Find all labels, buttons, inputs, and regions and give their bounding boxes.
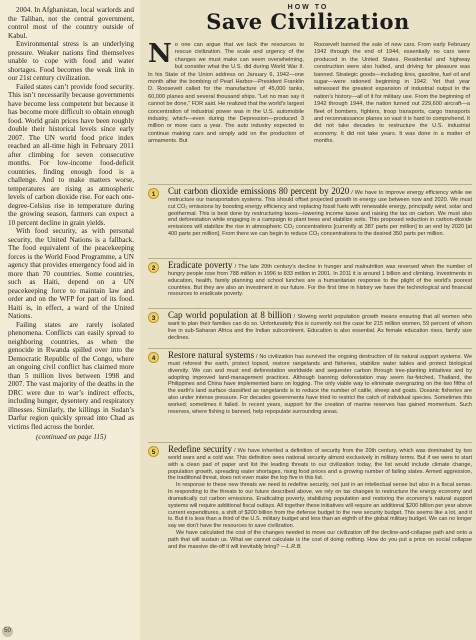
section-number-badge: 1 — [148, 188, 159, 199]
section-number-badge: 3 — [148, 312, 159, 323]
section-heading: Cut carbon dioxide emissions 80 percent by 2020 — [168, 186, 350, 196]
section-text: / The late 20th century’s decline in hunger and malnutrition was reversed when the number of hungry people rose from 788 million in 1996 to 833 million in 2001. In 2011 it is around 1 billion and climbing. Investments in education, health, family planning and school lunches are a humanitarian response to the plight of the world’s poorest countries. But they are also an investment in our future. For the first time in history we have the technological and financial resources to eradicate poverty. — [168, 264, 473, 298]
section-body — [168, 188, 472, 238]
left-paragraph: Failed states can’t provide food security. This isn’t necessarily because governments have become less competent but because it has become more difficult to obtain enough food. World grain prices have been roughly double their historical levels since early 2007. The UN world food price index reached an all-time high in February 2011 after climbing for seven consecutive months. For low-income food-deficit countries, finding enough food is a challenge. And to make matters worse, temperatures are rising as atmospheric levels of carbon dioxide rise. For each one-degree-Celsius rise in temperature during the growing season, farmers can expect a 10 percent decline in grain yields. — [8, 82, 134, 227]
section-text: / No civilization has survived the ongoing destruction of its natural support systems. We must reforest the earth, protect topsoil, restore rangelands and fisheries, stabilize water tables and protect biological diversity. We can and must end deforestation worldwide and sequester carbon through tree-planting initiatives and by adopting improved land-management practices. Although banning deforestation may seem far-fetched, Thailand, the Philippines and China have implemented bans on logging. The only viable way to eliminate overgrazing on the two fifths of the earth’s land surface classified as rangelands is to reduce the number of cattle, sheep and goats. Oceanic fisheries are also under intense pressure. For decades governments have tried to restrict the catch of individual species. Sometimes this worked; sometimes it failed. In recent years, support for the creation of marine reserves has gained momentum. Such reserves, where fishing is banned, help repopulate surrounding areas. — [168, 354, 473, 415]
section-text: In response to these new threats we need to redefine security, not just in an intellectual sense but also in a fiscal sense. In responding to the threats to our future described above, we rely on tax changes to restructure the energy economy and dramatically cut carbon emissions. Eradicating poverty, stabilizing population and restoring the economy’s natural support systems will require additional fiscal outlays. All together these initiatives will require an additional $200 billion per year above current expenditures, a shift of $200 billion from the defense budget to the new security budget. This seems like a lot, and it is. But it is less than a third of the U.S. military budget and less than an eighth of the global military budget. We can no longer say we don’t have the resources to save civilization. — [168, 482, 472, 530]
section-text: / We have to improve energy efficiency while we restructure our transportation systems. This should offset projected growth in energy use between now and 2020. We must cut CO₂ emissions by boosting energy efficiency and replacing fossil fuels with renewable energy, principally wind, solar and geothermal. This is best done by restructuring taxes—lowering income taxes and raising the tax on carbon. We must also end deforestation while engaging in a campaign to plant trees and stabilize soils. This proposed reduction in carbon-dioxide emissions will stabilize the rise in atmospheric CO₂ concentrations [currently at 387 parts per million] to an end by 2020 [at 400 parts per million]. From there we can begin to reduce CO₂ concentrations to the desired 350 parts per million. — [168, 190, 472, 238]
page-number: 50 — [2, 626, 13, 637]
intro-column-1 — [148, 39, 304, 146]
left-article-column — [8, 6, 134, 634]
sidebar-header — [140, 4, 476, 33]
left-paragraph: 2004. In Afghanistan, local warlords and the Taliban, not the central government, control most of the country outside of Kabul. — [8, 6, 134, 40]
section-text: / We have inherited a definition of security from the 20th century, which was dominated by two world wars and a cold war. This definition sees national security almost exclusively in military terms. But if we were to start with a clean pad of paper and list the leading threats to our civilization today, the list would include climate change, population growth, spreading water shortages, rising food prices and a growing number of failing states. Armed aggression, the traditional threat, does not even make the top five in this list. — [168, 448, 472, 482]
intro-text-2: Roosevelt banned the sale of new cars. From early February 1942 through the end of 1944, essentially no cars were produced in the United States. Residential and highway construction were also halted, and driving for pleasure was banned. Strategic goods—including tires, gasoline, fuel oil and sugar—were rationed beginning in 1942. Yet that year witnessed the greatest expansion of industrial output in the nation’s history—all of it for military use. From the beginning of 1942 through 1944, the nation turned out 229,600 aircraft—a fleet of bombers, fighters, troop transports, cargo transports and reconnaissance planes so vast it is hard to comprehend. It did not take decades to restructure the U.S. industrial economy. It did not take years. It was done in a matter of months. — [314, 42, 470, 145]
section-heading: Restore natural systems — [168, 350, 255, 360]
section-divider — [148, 348, 472, 349]
section-text: / Slowing world population growth means ensuring that all women who want to plan their families can do so. Unfortunately this is currently not the case for 215 million women, 59 percent of whom live in sub-Saharan Africa and the Indian subcontinent. Education is also essential. As female education rises, family size declines. — [168, 314, 472, 341]
header-kicker: HOW TO — [287, 4, 329, 11]
section-divider — [148, 308, 472, 309]
section-body — [168, 262, 472, 298]
section-divider — [148, 442, 472, 443]
section-body — [168, 312, 472, 341]
intro-text-1: o one can argue that we lack the resources to rescue civilization. The scale and urgency of the changes we must make can seem overwhelming, but consider what the U.S. did during World War II. In his State of the Union address on January 6, 1942—one month after the bombing of Pearl Harbor—President Franklin D. Roosevelt called for the manufacture of 45,000 tanks, 60,000 planes and several thousand ships. “Let no man say it cannot be done,” FDR said. He realized that the world’s largest concentration of industrial power was in the U.S. automobile industry, which—even during the Depression—produced 3 million or more cars a year. The auto industry expected to continue making cars and simply add on the production of armaments. But — [148, 42, 304, 145]
section-heading: Redefine security — [168, 444, 232, 454]
left-paragraph: Environmental stress is an underlying pressure. Weaker nations find themselves unable to cope with food and water shortages. Food becomes the weak link in our 21st century civilization. — [8, 40, 134, 82]
sidebar-title: Save Civilization — [206, 9, 410, 34]
left-paragraph: With food security, as with personal security, the United Nations is a fallback. The food equivalent of the peacekeeping forces is the World Food Programme, a UN agency that provides emergency food aid in more than 70 countries. Some countries, such as Haiti, depend on a UN peacekeeping force to maintain law and order and on the WFP for part of its food. Haiti is, in effect, a ward of the United Nations. — [8, 227, 134, 320]
left-paragraph: Failing states are rarely isolated phenomena. Conflicts can easily spread to neighboring countries, as when the genocide in Rwanda spilled over into the Democratic Republic of the Congo, where an ongoing civil conflict has claimed more than 5 million lives between 1998 and 2007. The vast majority of the deaths in the DRC were due to war’s indirect effects, including hunger, dysentery and respiratory illnesses. Similarly, the killings in Sudan’s Darfur region quickly spread into Chad as victims fled across the border. — [8, 320, 134, 431]
section-body — [168, 352, 472, 416]
section-text: We have calculated the cost of the changes needed to move our civilization off the decline-and-collapse path and onto a path that will sustain us. What we cannot calculate is the cost of doing nothing. How do you put a price on social collapse and the massive die-off it will inevitably bring? — [168, 530, 472, 550]
section-number-badge: 4 — [148, 352, 159, 363]
section-heading: Eradicate poverty — [168, 260, 233, 270]
drop-cap: N — [148, 39, 172, 69]
section-body — [168, 446, 472, 551]
author-signoff: —L.R.B. — [281, 543, 302, 550]
section-number-badge: 2 — [148, 262, 159, 273]
intro-column-2 — [314, 42, 470, 146]
continued-note: (continued on page 115) — [36, 433, 106, 441]
section-divider — [148, 258, 472, 259]
section-number-badge: 5 — [148, 446, 159, 457]
section-heading: Cap world population at 8 billion — [168, 310, 292, 320]
section-divider — [148, 184, 472, 185]
